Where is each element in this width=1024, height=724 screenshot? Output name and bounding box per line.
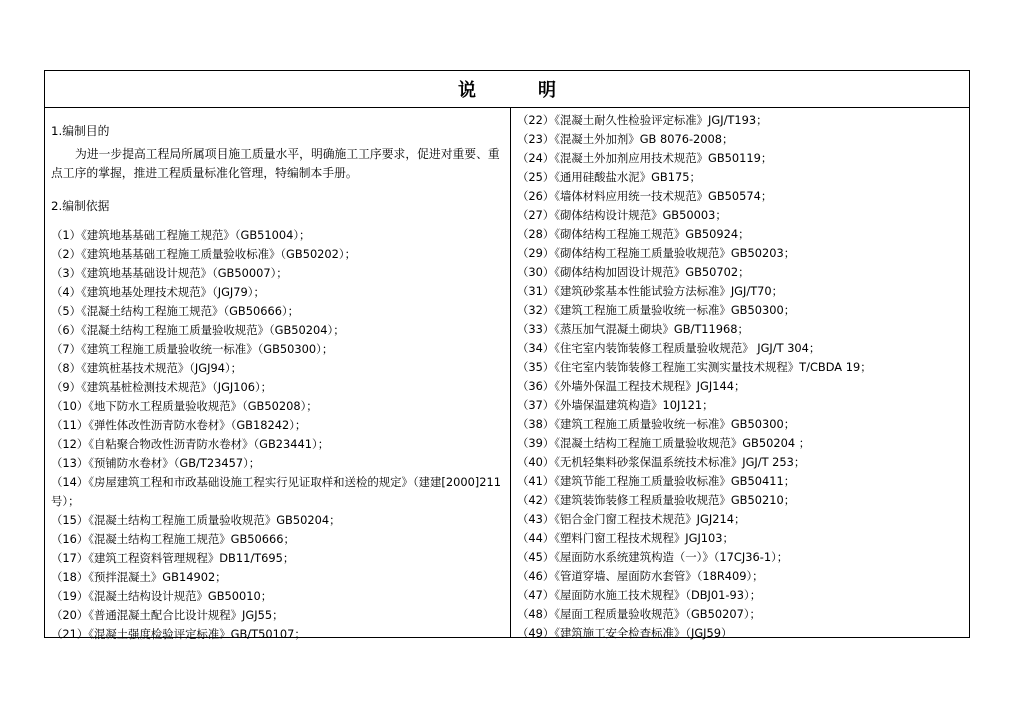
- list-item: （24）《混凝土外加剂应用技术规范》GB50119；: [517, 151, 773, 165]
- list-item: （42）《建筑装饰装修工程质量验收规范》GB50210；: [517, 493, 796, 507]
- list-item: （3）《建筑地基基础设计规范》（GB50007）；: [51, 266, 288, 280]
- list-item: （28）《砌体结构工程施工规范》GB50924；: [517, 227, 750, 241]
- section-basis-heading: 2.编制依据: [51, 199, 110, 213]
- list-item: （14）《房屋建筑工程和市政基础设施工程实行见证取样和送检的规定》（建建[2000]211号）；: [51, 475, 501, 508]
- column-divider: [510, 108, 511, 637]
- list-item: （12）《自粘聚合物改性沥青防水卷材》（GB23441）；: [51, 437, 330, 451]
- list-item: （7）《建筑工程施工质量验收统一标准》（GB50300）；: [51, 342, 334, 356]
- list-item: （22）《混凝土耐久性检验评定标准》JGJ/T193；: [517, 113, 768, 127]
- list-item: （35）《住宅室内装饰装修工程施工实测实量技术规程》T/CBDA 19；: [517, 360, 872, 374]
- list-item: （15）《混凝土结构工程施工质量验收规范》GB50204；: [51, 513, 341, 527]
- list-item: （10）《地下防水工程质量验收规范》（GB50208）；: [51, 399, 318, 413]
- list-item: （13）《预铺防水卷材》（GB/T23457）；: [51, 456, 261, 470]
- list-item: （48）《屋面工程质量验收规范》（GB50207）；: [517, 607, 761, 621]
- list-item: （9）《建筑基桩检测技术规范》（JGJ106）；: [51, 380, 273, 394]
- list-item: （4）《建筑地基处理技术规范》（JGJ79）；: [51, 285, 265, 299]
- document-frame: [44, 70, 970, 641]
- list-item: （36）《外墙外保温工程技术规程》JGJ144；: [517, 379, 746, 393]
- list-item: （16）《混凝土结构工程施工规范》GB50666；: [51, 532, 295, 546]
- list-item: （38）《建筑工程施工质量验收统一标准》GB50300；: [517, 417, 796, 431]
- list-item: （19）《混凝土结构设计规范》GB50010；: [51, 589, 273, 603]
- list-item: （41）《建筑节能工程施工质量验收标准》GB50411；: [517, 474, 796, 488]
- list-item: （31）《建筑砂浆基本性能试验方法标准》JGJ/T70；: [517, 284, 784, 298]
- list-item: （37）《外墙保温建筑构造》10J121；: [517, 398, 714, 412]
- list-item: （6）《混凝土结构工程施工质量验收规范》（GB50204）；: [51, 323, 345, 337]
- list-item: （33）《蒸压加气混凝土砌块》GB/T11968；: [517, 322, 749, 336]
- list-item: （1）《建筑地基基础工程施工规范》（GB51004）；: [51, 228, 311, 242]
- list-item: （21）《混凝土强度检验评定标准》GB/T50107；: [51, 627, 306, 641]
- list-item: （30）《砌体结构加固设计规范》GB50702；: [517, 265, 750, 279]
- list-item: （26）《墙体材料应用统一技术规范》GB50574；: [517, 189, 773, 203]
- list-item: （5）《混凝土结构工程施工规范》（GB50666）；: [51, 304, 300, 318]
- list-item: （32）《建筑工程施工质量验收统一标准》GB50300；: [517, 303, 796, 317]
- list-item: （43）《铝合金门窗工程技术规范》JGJ214；: [517, 512, 746, 526]
- section-purpose-heading: 1.编制目的: [51, 124, 110, 138]
- list-item: （45）《屋面防水系统建筑构造（一）》（17CJ36-1）；: [517, 550, 789, 564]
- left-column: [51, 122, 503, 644]
- title-row: [45, 71, 969, 108]
- list-item: （39）《混凝土结构工程施工质量验收规范》GB50204 ；: [517, 436, 811, 450]
- list-item: （25）《通用硅酸盐水泥》GB175；: [517, 170, 701, 184]
- list-item: （17）《建筑工程资料管理规程》DB11/T695；: [51, 551, 295, 565]
- list-item: （2）《建筑地基基础工程施工质量验收标准》（GB50202）；: [51, 247, 357, 261]
- right-column: [517, 111, 967, 643]
- list-item: （18）《预拌混凝土》GB14902；: [51, 570, 227, 584]
- list-item: （46）《管道穿墙、屋面防水套管》（18R409）；: [517, 569, 764, 583]
- list-item: （23）《混凝土外加剂》GB 8076-2008；: [517, 132, 734, 146]
- list-item: （29）《砌体结构工程施工质量验收规范》GB50203；: [517, 246, 796, 260]
- list-item: （47）《屋面防水施工技术规程》（DBJ01-93）；: [517, 588, 762, 602]
- page-title: 说 明: [458, 80, 578, 101]
- list-item: （34）《住宅室内装饰装修工程质量验收规范》 JGJ/T 304；: [517, 341, 821, 355]
- list-item: （27）《砌体结构设计规范》GB50003；: [517, 208, 727, 222]
- list-item: （20）《普通混凝土配合比设计规程》JGJ55；: [51, 608, 284, 622]
- right-standards-list: [517, 111, 967, 643]
- list-item: （40）《无机轻集料砂浆保温系统技术标准》JGJ/T 253；: [517, 455, 806, 469]
- list-item: （11）《弹性体改性沥青防水卷材》（GB18242）；: [51, 418, 307, 432]
- left-standards-list: [51, 226, 503, 644]
- list-item: （44）《塑料门窗工程技术规程》JGJ103；: [517, 531, 734, 545]
- section-purpose-paragraph: 为进一步提高工程局所属项目施工质量水平，明确施工工序要求，促进对重要、重点工序的掌握，推进工程质量标准化管理，特编制本手册。: [51, 147, 500, 180]
- list-item: （49）《建筑施工安全检查标准》（JGJ59）: [517, 626, 733, 640]
- list-item: （8）《建筑桩基技术规范》（JGJ94）；: [51, 361, 243, 375]
